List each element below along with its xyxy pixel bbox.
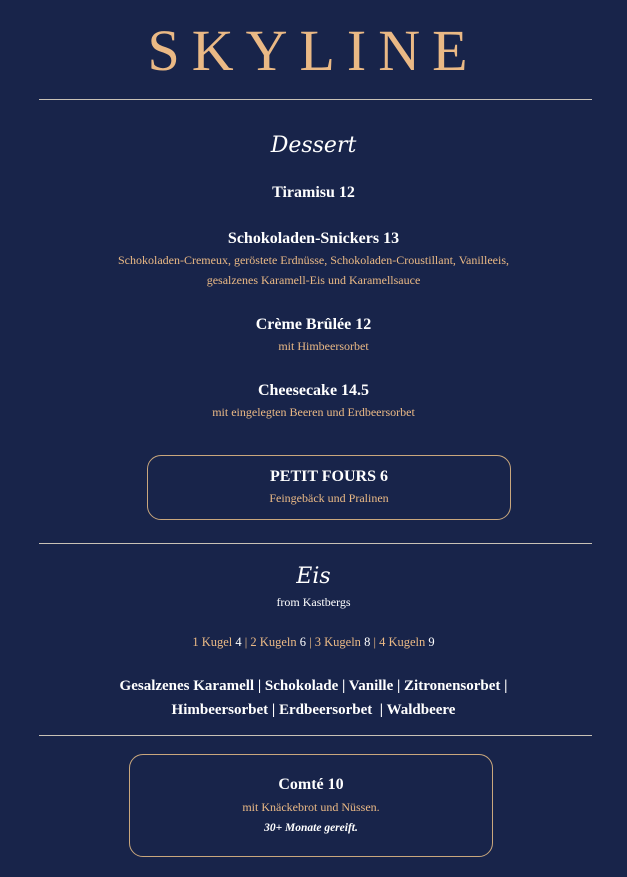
menu-item-creme-brulee: Crème Brûlée 12: [255, 316, 372, 333]
eis-subtitle: from Kastbergs: [276, 595, 351, 609]
eis-sizes: 1 Kugel 4 | 2 Kugeln 6 | 3 Kugeln 8 | 4 Kugeln 9: [192, 635, 435, 649]
eis-flavors-line-1: Gesalzenes Karamell | Schokolade | Vanille | Zitronensorbet |: [119, 678, 508, 694]
cheese-box: [129, 754, 493, 857]
menu-item-snickers: Schokoladen-Snickers 13: [227, 230, 400, 247]
menu-item-tiramisu: Tiramisu 12: [272, 184, 355, 201]
size-price: 4: [235, 635, 242, 649]
eis-flavors-line-2: Himbeersorbet | Erdbeersorbet | Waldbeere: [171, 702, 456, 718]
menu-item-petit-fours: PETIT FOURS 6: [270, 468, 388, 485]
size-label: 4 Kugeln: [379, 635, 426, 649]
menu-item-creme-brulee-desc: mit Himbeersorbet: [278, 339, 369, 353]
section-title-eis: Eis: [296, 564, 331, 589]
menu-item-comte-desc: mit Knäckebrot und Nüssen.: [242, 800, 380, 814]
size-price: 6: [299, 635, 306, 649]
menu-item-snickers-desc-2: gesalzenes Karamell-Eis und Karamellsauce: [206, 273, 421, 287]
size-price: 9: [428, 635, 435, 649]
menu-item-comte-note: 30+ Monate gereift.: [264, 822, 358, 834]
brand-logo: SKYLINE: [147, 18, 480, 83]
menu-item-petit-fours-desc: Feingebäck und Pralinen: [269, 491, 389, 505]
menu-item-cheesecake: Cheesecake 14.5: [257, 382, 370, 399]
petit-fours-box: [147, 455, 511, 520]
menu-item-cheesecake-desc: mit eingelegten Beeren und Erdbeersorbet: [212, 405, 415, 419]
divider: [39, 543, 592, 544]
size-label: 3 Kugeln: [314, 635, 361, 649]
section-title-dessert: Dessert: [270, 133, 357, 158]
size-price: 8: [364, 635, 371, 649]
menu-item-snickers-desc-1: Schokoladen-Cremeux, geröstete Erdnüsse, Schokoladen-Croustillant, Vanilleeis,: [117, 253, 510, 267]
divider: [39, 99, 592, 100]
size-label: 1 Kugel: [192, 635, 233, 649]
divider: [39, 735, 592, 736]
size-label: 2 Kugeln: [250, 635, 297, 649]
menu-item-comte: Comté 10: [278, 776, 344, 793]
